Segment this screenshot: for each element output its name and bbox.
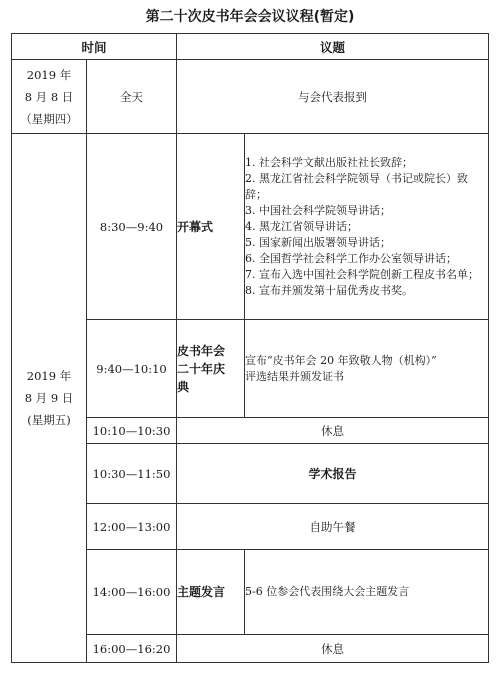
keynote-detail: 5-6 位参会代表围绕大会主题发言 — [245, 550, 489, 635]
list-item: 4. 黑龙江省领导讲话； — [245, 219, 359, 233]
list-item: 8. 宣布并颁发第十届优秀皮书奖。 — [245, 283, 414, 297]
header-time: 时间 — [12, 34, 177, 60]
agenda-table — [11, 33, 489, 663]
session-name: 主题发言 — [177, 550, 245, 635]
list-item: 6. 全国哲学社会科学工作办公室领导讲话； — [245, 251, 458, 265]
list-item: 2. 黑龙江省社会科学院领导（书记或院长）致辞； — [245, 171, 469, 201]
report-cell: 学术报告 — [177, 444, 489, 504]
time-cell: 16:00—16:20 — [87, 635, 177, 663]
detail-line: 评选结果并颁发证书 — [245, 369, 345, 383]
time-cell: 9:40—10:10 — [87, 320, 177, 418]
time-cell: 全天 — [87, 60, 177, 134]
opening-items — [245, 134, 489, 320]
date-line: (星期五) — [27, 413, 71, 427]
table-row — [12, 60, 489, 134]
list-item: 1. 社会科学文献出版社社长致辞； — [245, 155, 414, 169]
time-cell: 10:30—11:50 — [87, 444, 177, 504]
date-cell-day2 — [12, 134, 87, 663]
list-item: 5. 国家新闻出版署领导讲话； — [245, 235, 392, 249]
date-line: 8 月 9 日 — [24, 391, 74, 405]
table-row — [12, 134, 489, 320]
session-line: 皮书年会 — [177, 343, 226, 358]
break-cell: 休息 — [177, 418, 489, 444]
date-line: 8 月 8 日 — [24, 89, 74, 104]
header-topic: 议题 — [177, 34, 489, 60]
date-line: 2019 年 — [26, 67, 72, 82]
anniversary-detail — [245, 320, 489, 418]
time-cell: 14:00—16:00 — [87, 550, 177, 635]
topic-cell: 与会代表报到 — [177, 60, 489, 134]
time-cell: 10:10—10:30 — [87, 418, 177, 444]
session-line: 二十年庆 — [177, 361, 226, 376]
list-item: 3. 中国社会科学院领导讲话； — [245, 203, 392, 217]
detail-line: 宣布“皮书年会 20 年致敬人物（机构）” — [245, 353, 437, 367]
date-line: 2019 年 — [26, 369, 72, 383]
time-cell: 8:30—9:40 — [87, 134, 177, 320]
session-name: 开幕式 — [177, 134, 245, 320]
list-item: 7. 宣布入选中国社会科学院创新工程皮书名单； — [245, 267, 480, 281]
header-row — [12, 34, 489, 60]
lunch-cell: 自助午餐 — [177, 504, 489, 550]
session-line: 典 — [177, 379, 190, 394]
session-name — [177, 320, 245, 418]
agenda-title: 第二十次皮书年会会议议程(暂定) — [145, 9, 355, 25]
break-cell: 休息 — [177, 635, 489, 663]
date-cell-day1 — [12, 60, 87, 134]
time-cell: 12:00—13:00 — [87, 504, 177, 550]
date-line: （星期四） — [20, 111, 78, 126]
